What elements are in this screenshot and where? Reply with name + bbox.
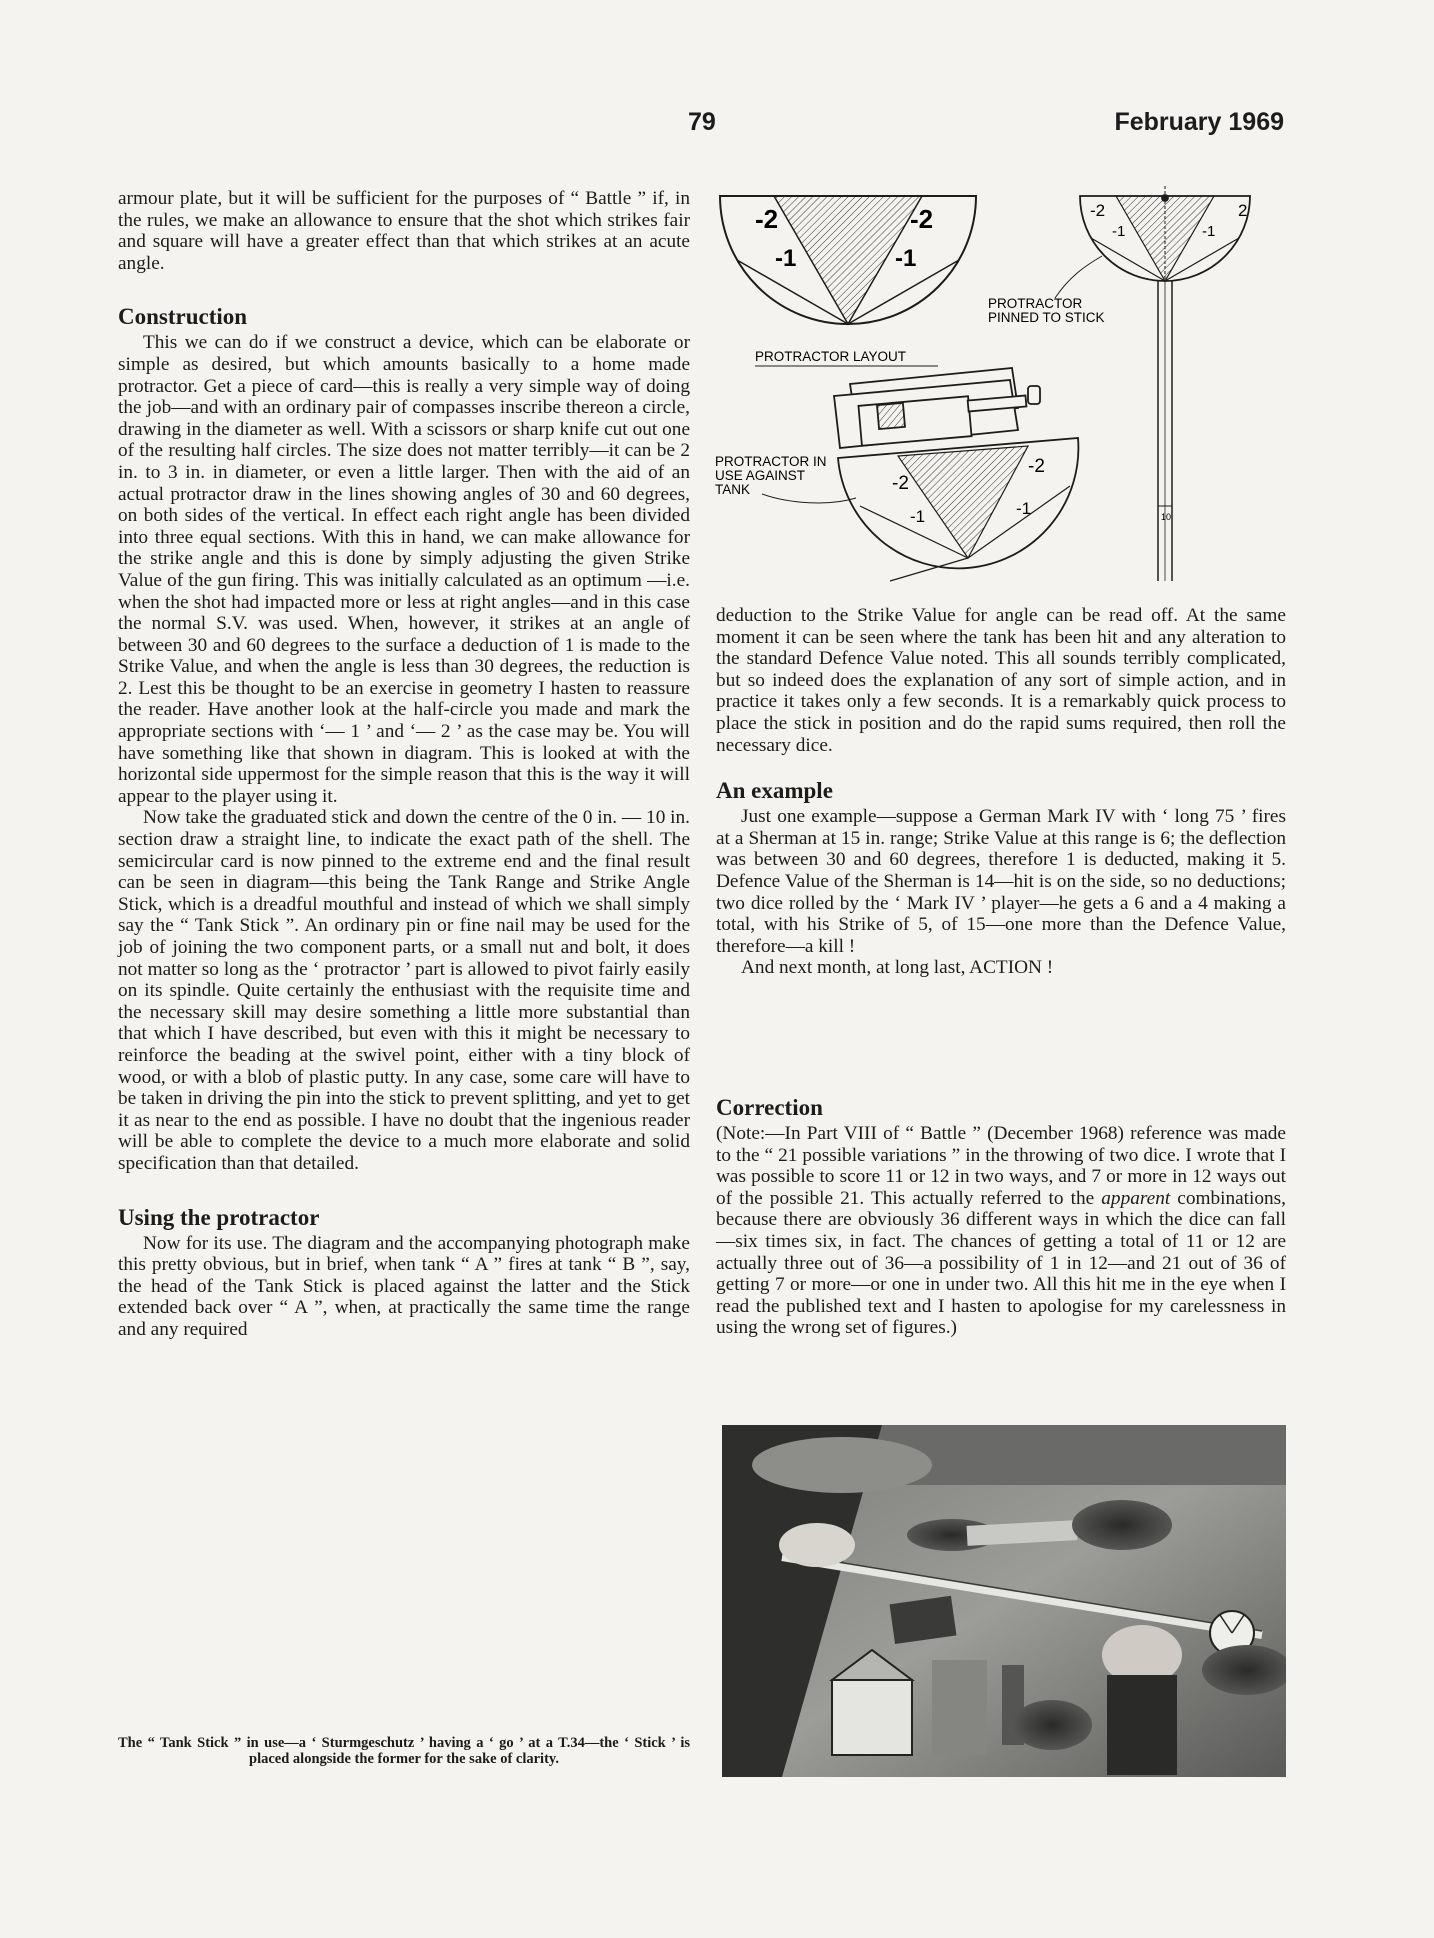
example-paragraph-1: Just one example—suppose a German Mark IV with ‘ long 75 ’ fires at a Sherman at 15 in. range; Strike Value at this range is 6; the deflection was between 30 and 60 degrees, therefore 1 is deducted, making it 5. Defence Value of the Sherman is 14—hit is on the side, so no deductions; two dice rolled by the ‘ Mark IV ’ player—he gets a 6 and a 4 making a total, with his Strike of 5, of 15—one more than the Defence Value, therefore—a kill ! bbox=[716, 806, 1286, 957]
intro-paragraph: armour plate, but it will be sufficient for the purposes of “ Battle ” if, in the rules, we make an allowance to ensure that the shot which strikes fair and square will have a greater effect than that which strikes at an acute angle. bbox=[118, 188, 690, 274]
in-use-minus-two-right: -2 bbox=[1028, 456, 1045, 477]
tank-stick-photo bbox=[722, 1425, 1286, 1777]
left-column bbox=[118, 188, 690, 1341]
in-use-minus-one-right: -1 bbox=[1016, 499, 1032, 518]
in-use-label-2: USE AGAINST bbox=[715, 468, 806, 483]
tank-icon bbox=[834, 368, 1040, 448]
construction-paragraph-2: Now take the graduated stick and down the centre of the 0 in. — 10 in. section draw a straight line, to indicate the exact path of the shell. The semicircular card is now pinned to the extreme end and the final result can be seen in diagram—this being the Tank Range and Strike Angle Stick, which is a dreadful mouthful and instead of which we shall simply say the “ Tank Stick ”. An ordinary pin or fine nail may be used for the job of joining the two component parts, or a small nut and bolt, it does not matter so long as the ‘ protractor ’ part is allowed to pivot fairly easily on its spindle. Quite certainly the enthusiast with the requisite time and the necessary skill may desire something a little more substantial than that which I have described, but even with this it might be necessary to reinforce the beading at the swivel point, either with a tiny block of wood, or with a blob of plastic putty. In any case, some care will have to be taken in driving the pin into the stick to prevent splitting, and yet to get it as near to the end as possible. I have no doubt that the ingenious reader will be able to complete the device to a much more elaborate and solid specification than that detailed. bbox=[118, 807, 690, 1174]
page-number: 79 bbox=[688, 108, 716, 136]
in-use-label-3: TANK bbox=[715, 482, 751, 497]
layout-minus-one-right: -1 bbox=[895, 245, 917, 272]
in-use-label-1: PROTRACTOR IN bbox=[715, 454, 827, 469]
layout-minus-two-right: -2 bbox=[910, 204, 934, 234]
using-paragraph-1: Now for its use. The diagram and the accompanying photograph make this pretty obvious, but in brief, when tank “ A ” fires at tank “ B ”, say, the head of the Tank Stick is placed against the latter and the Stick extended back over “ A ”, when, at practically the same time the range and any required bbox=[118, 1232, 690, 1340]
using-heading: Using the protractor bbox=[118, 1204, 320, 1230]
photo-caption: The “ Tank Stick ” in use—a ‘ Sturmgeschutz ’ having a ‘ go ’ at a T.34—the ‘ Stick ’ is placed alongside the former for the sake of clarity. bbox=[118, 1735, 690, 1767]
continuation-paragraph: deduction to the Strike Value for angle can be read off. At the same moment it can be seen where the tank has been hit and any alteration to the standard Defence Value noted. This all sounds terribly complicated, but so indeed does the explanation of any sort of simple action, and in practice it takes only a few seconds. It is a remarkably quick process to place the stick in position and do the rapid sums required, then roll the necessary dice. bbox=[716, 605, 1286, 756]
pinned-label-1: PROTRACTOR bbox=[988, 296, 1083, 311]
in-use-minus-two-left: -2 bbox=[892, 473, 909, 494]
pinned-protractor-figure bbox=[1080, 186, 1250, 281]
layout-minus-two-left: -2 bbox=[755, 204, 779, 234]
pinned-minus-one-left: -1 bbox=[1112, 223, 1126, 240]
correction-text-a: (Note:—In Part VIII of “ Battle ” (December 1968) reference was made to the “ 21 possible variations ” in the throwing of two dice. I wrote that I was possible to score 11 or 12 in two ways, and 7 or more in 12 ways out of the possible 21. This actually referred to the bbox=[716, 1123, 1286, 1209]
example-paragraph-2: And next month, at long last, ACTION ! bbox=[741, 957, 1054, 979]
construction-paragraph-1: This we can do if we construct a device, which can be elaborate or simple as desired, but which amounts basically to a home made protractor. Get a piece of card—this is really a very simple way of doing the job—and with an ordinary pair of compasses inscribe thereon a circle, drawing in the diameter as well. With a scissors or sharp knife cut out one of the resulting half circles. The size does not matter terribly—it can be 2 in. to 3 in. in diameter, or even a little larger. Then with the aid of an actual protractor draw in the lines showing angles of 30 and 60 degrees, on both sides of the vertical. In effect each right angle has been divided into three equal sections. With this in hand, we can make allowance for the strike angle and this is done by simply adjusting the given Strike Value of the gun firing. This was initially calculated as an optimum —i.e. when the shot had impacted more or less at right angles—and in this case the normal S.V. was used. When, however, it strikes at an angle of between 30 and 60 degrees to the surface a deduction of 1 is made to the Strike Value, and when the angle is less than 30 degrees, the reduction is 2. Lest this be thought to be an exercise in geometry I hasten to reassure the reader. Have another look at the half-circle you made and mark the appropriate sections with ‘— 1 ’ and ‘— 2 ’ as the case may be. You will have something like that shown in diagram. This is looked at with the horizontal side uppermost for the simple reason that this is the way it will appear to the player using it. bbox=[118, 332, 690, 807]
pinned-two: 2 bbox=[1238, 201, 1248, 220]
issue-date: February 1969 bbox=[1114, 108, 1284, 136]
right-column-top bbox=[716, 605, 1286, 979]
correction-text-b: combinations, because there are obviously 36 different ways in which the dice can fall—six times six, in fact. The chances of getting a total of 11 or 12 are actually three out of 36—a possibility of 1 in 12—and 21 out of 36 of getting 7 or more—or one in under two. All this hit me in the eye when I read the published text and I hasten to apologise for my carelessness in using the wrong set of figures.) bbox=[716, 1187, 1286, 1339]
protractor-layout-label: PROTRACTOR LAYOUT bbox=[755, 349, 907, 364]
protractor-diagram bbox=[710, 186, 1290, 586]
graduated-stick bbox=[1158, 281, 1172, 581]
in-use-minus-one-left: -1 bbox=[910, 507, 926, 526]
pinned-minus-one-right: -1 bbox=[1202, 223, 1216, 240]
right-column-correction bbox=[716, 1095, 1286, 1339]
correction-paragraph bbox=[716, 1123, 1286, 1339]
pinned-label-2: PINNED TO STICK bbox=[988, 310, 1105, 325]
correction-italic: apparent bbox=[1101, 1187, 1171, 1209]
construction-heading: Construction bbox=[118, 304, 248, 330]
example-heading: An example bbox=[716, 778, 833, 804]
pinned-minus-two: -2 bbox=[1090, 201, 1106, 220]
correction-heading: Correction bbox=[716, 1095, 823, 1120]
layout-minus-one-left: -1 bbox=[775, 245, 797, 272]
stick-ten-mark: 10 bbox=[1161, 512, 1172, 522]
